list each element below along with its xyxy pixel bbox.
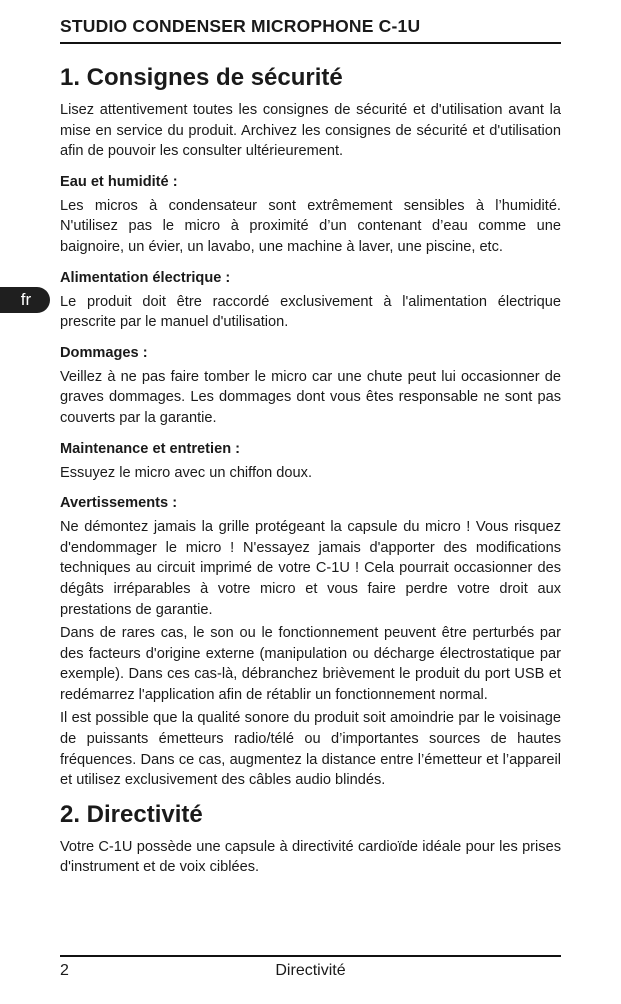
- heading-maintenance: Maintenance et entretien :: [60, 440, 241, 457]
- heading-dommages: Dommages :: [60, 344, 148, 361]
- heading-eau-humidite: Eau et humidité :: [60, 173, 178, 190]
- heading-alimentation: Alimentation électrique :: [60, 269, 231, 286]
- paragraph-eau-humidite: Les micros à condensateur sont extrêmement sensibles à l’humidité. N'utilisez pas le micro à proximité d’un contenant d’eau comme une baignoire, un évier, un lavabo, une machine à laver, une piscine, etc.: [60, 197, 561, 255]
- section-1-title: 1. Consignes de sécurité: [60, 64, 343, 91]
- page-number: 2: [60, 962, 69, 979]
- language-tab: fr: [0, 287, 50, 313]
- heading-avertissements: Avertissements :: [60, 495, 178, 512]
- page-footer: [60, 955, 561, 984]
- section-1-intro: Lisez attentivement toutes les consignes de sécurité et d'utilisation avant la mise en service du produit. Archivez les consignes de sécurité et d'utilisation afin de pouvoir les consulter ultérieurement.: [60, 102, 561, 160]
- page-header-title: STUDIO CONDENSER MICROPHONE C-1U: [60, 16, 561, 44]
- paragraph-avertissements-2: Dans de rares cas, le son ou le fonctionnement peuvent être perturbés par des facteurs d'origine externe (manipulation ou décharge électrostatique par exemple). Dans ces cas-là, débranchez brièvement le produit du port USB et redémarrez l'application afin de rétablir un fonctionnement normal.: [60, 625, 561, 703]
- paragraph-alimentation: Le produit doit être raccordé exclusivement à l'alimentation électrique prescrite par le manuel d'utilisation.: [60, 293, 561, 331]
- footer-section-name: Directivité: [275, 962, 346, 979]
- section-2-body: Votre C-1U possède une capsule à directivité cardioïde idéale pour les prises d'instrument et de voix ciblées.: [60, 838, 561, 876]
- paragraph-maintenance: Essuyez le micro avec un chiffon doux.: [60, 464, 313, 481]
- page-content: [60, 64, 561, 881]
- paragraph-avertissements-3: Il est possible que la qualité sonore du produit soit amoindrie par le voisinage de puissants émetteurs radio/télé ou d’importantes sources de hautes fréquences. Dans ce cas, augmentez la distance entre l’émetteur et l’appareil et utilisez exclusivement des câbles audio blindés.: [60, 710, 561, 789]
- section-2-title: 2. Directivité: [60, 800, 203, 828]
- paragraph-dommages: Veillez à ne pas faire tomber le micro car une chute peut lui occasionner de graves dommages. Les dommages dont vous êtes responsable ne sont pas couverts par la garantie.: [60, 368, 561, 426]
- paragraph-avertissements-1: Ne démontez jamais la grille protégeant la capsule du micro ! Vous risquez d'endommager le micro ! N'essayez jamais d'apporter des modifications techniques au circuit imprimé de votre C-1U ! Cela pourrait occasionner des dégâts irréparables à votre micro et vous faire perdre votre droit aux prestations de garantie.: [60, 519, 561, 618]
